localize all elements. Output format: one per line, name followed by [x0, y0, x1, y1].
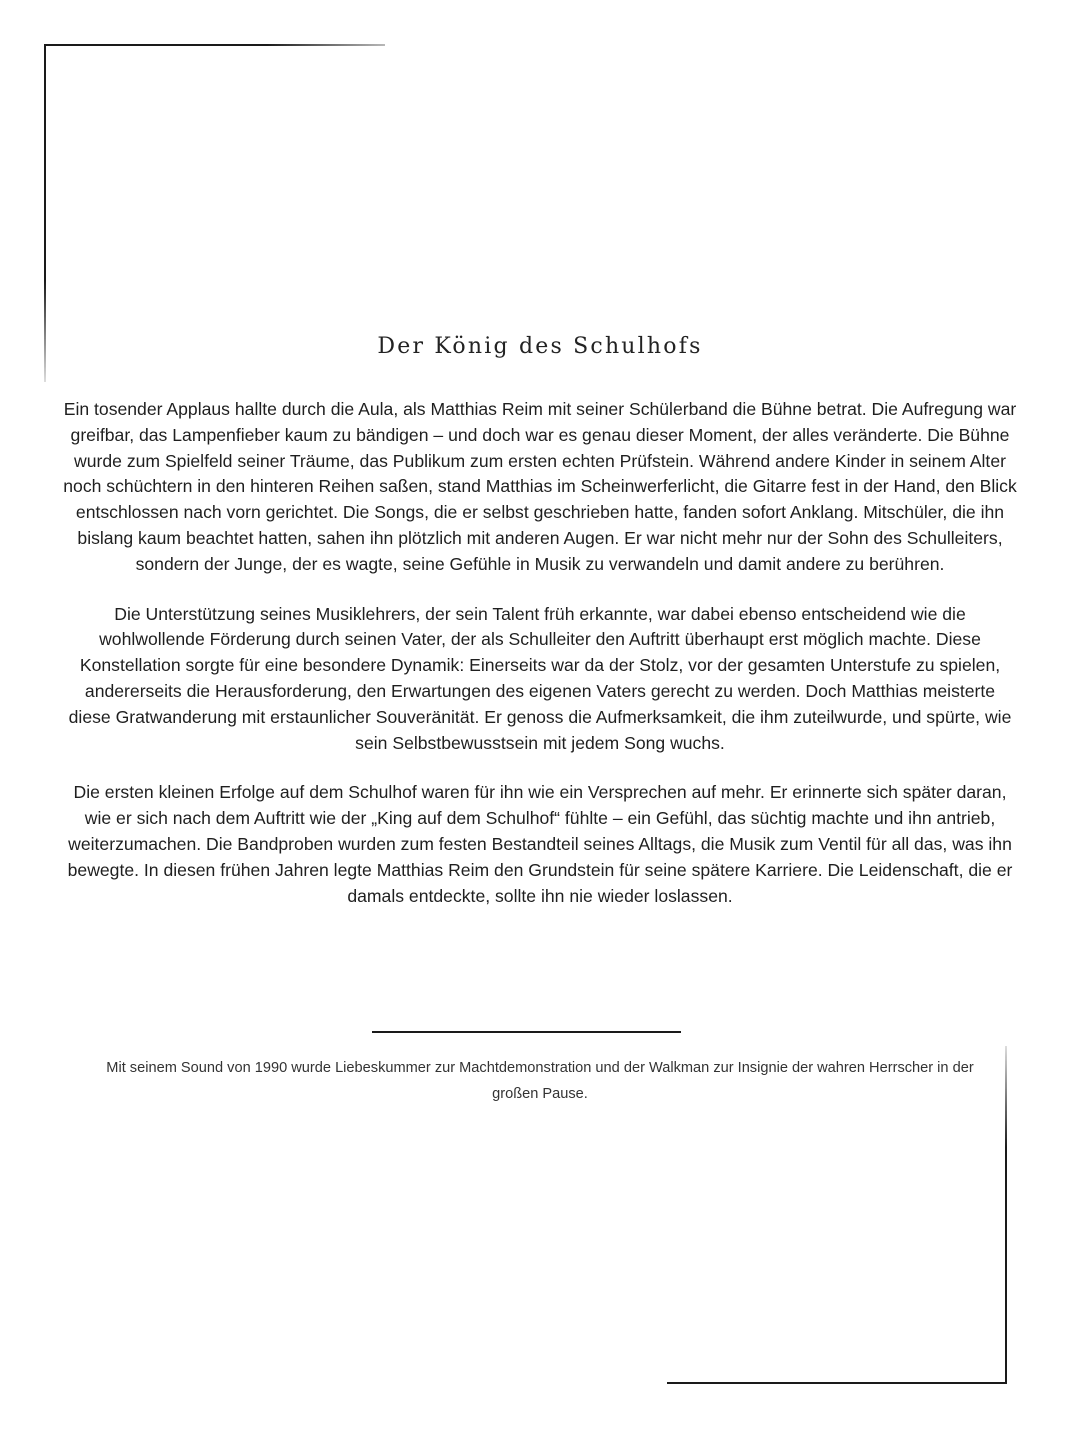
page-title: Der König des Schulhofs	[377, 334, 703, 359]
caption-text: Mit seinem Sound von 1990 wurde Liebeskummer zur Machtdemonstration und der Walkman zur Insignie der wahren Herrscher in der großen Pause.	[106, 1060, 974, 1102]
paragraph-2: Die Unterstützung seines Musiklehrers, der sein Talent früh erkannte, war dabei ebenso entscheidend wie die wohlwollende Förderung durch seinen Vater, der als Schulleiter den Auftritt überhaupt erst möglich machte. Diese Konstellation sorgte für eine besondere Dynamik: Einerseits war da der Stolz, vor der gesamten Unterstufe zu spielen, andererseits die Herausforderung, den Erwartungen des eigenen Vaters gerecht zu werden. Doch Matthias meisterte diese Gratwanderung mit erstaunlicher Souveränität. Er genoss die Aufmerksamkeit, die ihm zuteilwurde, und spürte, wie sein Selbstbewusstsein mit jedem Song wuchs.	[68, 603, 1012, 753]
paragraph-1: Ein tosender Applaus hallte durch die Aula, als Matthias Reim mit seiner Schülerband die Bühne betrat. Die Aufregung war greifbar, das Lampenfieber kaum zu bändigen – und doch war es genau dieser Moment, der alles veränderte. Die Bühne wurde zum Spielfeld seiner Träume, das Publikum zum ersten echten Prüfstein. Während andere Kinder in seinem Alter noch schüchtern in den hinteren Reihen saßen, stand Matthias im Scheinwerferlicht, die Gitarre fest in der Hand, den Blick entschlossen nach vorn gerichtet. Die Songs, die er selbst geschrieben hatte, fanden sofort Anklang. Mitschüler, die ihn bislang kaum beachtet hatten, sahen ihn plötzlich mit anderen Augen. Er war nicht mehr nur der Sohn des Schulleiters, sondern der Junge, der es wagte, seine Gefühle in Musik zu verwandeln und damit andere zu berühren.	[63, 399, 1017, 574]
section-divider	[372, 1031, 681, 1033]
body-text	[62, 397, 1018, 933]
paragraph-3: Die ersten kleinen Erfolge auf dem Schulhof waren für ihn wie ein Versprechen auf mehr. Er erinnerte sich später daran, wie er sich nach dem Auftritt wie der „King auf dem Schulhof“ fühlte – ein Gefühl, das süchtig machte und ihn antrieb, weiterzumachen. Die Bandproben wurden zum festen Bestandteil seines Alltags, die Musik zum Ventil für all das, was ihn bewegte. In diesen frühen Jahren legte Matthias Reim den Grundstein für seine spätere Karriere. Die Leidenschaft, die er damals entdeckte, sollte ihn nie wieder loslassen.	[67, 782, 1013, 906]
corner-frame-top-left	[44, 44, 385, 382]
